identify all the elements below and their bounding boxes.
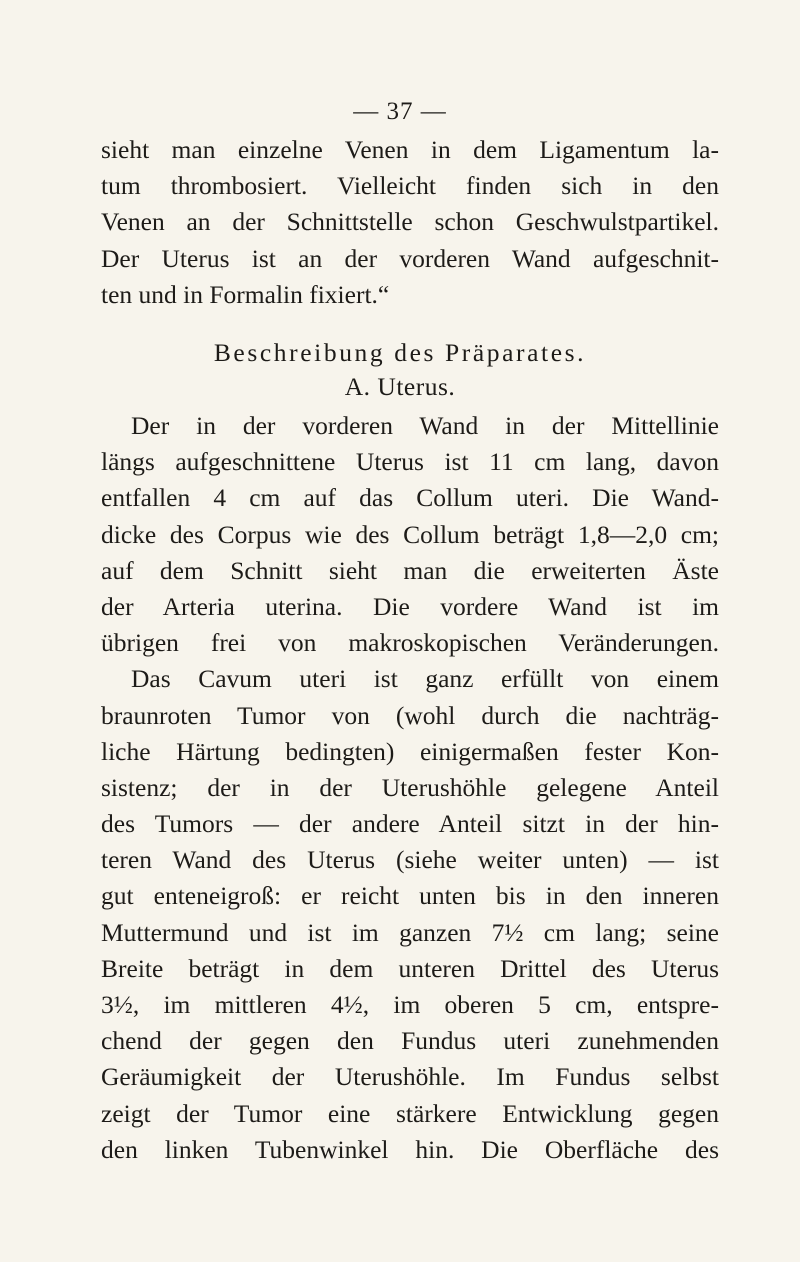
text-line: Der Uterus ist an der vorderen Wand aufgeschnit- (101, 243, 719, 273)
text-line: braunroten Tumor von (wohl durch die nachträg- (101, 700, 719, 730)
text-line: den linken Tubenwinkel hin. Die Oberfläche des (101, 1134, 719, 1164)
text-line: chend der gegen den Fundus uteri zunehmenden (101, 1026, 719, 1056)
paragraph-2 (101, 408, 719, 1168)
text-line: teren Wand des Uterus (siehe weiter unten) — ist (101, 845, 719, 875)
text-line: ten und in Formalin fixiert.“ (101, 279, 390, 309)
text-line: des Tumors — der andere Anteil sitzt in der hin- (101, 809, 719, 839)
text-line: sieht man einzelne Venen in dem Ligamentum la- (101, 135, 719, 164)
text-line: sistenz; der in der Uterushöhle gelegene Anteil (101, 772, 719, 802)
text-line: tum thrombosiert. Vielleicht finden sich in den (101, 171, 719, 201)
text-line: liche Härtung bedingten) einigermaßen fester Kon- (101, 736, 719, 766)
text-line: Venen an der Schnittstelle schon Geschwulstpartikel. (101, 207, 719, 237)
text-line: gut enteneigroß: er reicht unten bis in den inneren (101, 881, 719, 911)
section-heading: Beschreibung des Präparates. (213, 338, 587, 367)
text-line: auf dem Schnitt sieht man die erweiterten Äste (101, 555, 719, 585)
text-line: entfallen 4 cm auf das Collum uteri. Die Wand- (101, 483, 719, 513)
paragraph-1 (101, 132, 719, 313)
text-line: Geräumigkeit der Uterushöhle. Im Fundus selbst (101, 1062, 719, 1092)
text-line: Muttermund und ist im ganzen 7½ cm lang; seine (101, 917, 719, 947)
text-line: Der in der vorderen Wand in der Mittellinie (131, 411, 719, 440)
page-number: — 37 — (353, 98, 447, 125)
section-subheading: A. Uterus. (344, 372, 456, 401)
text-line: dicke des Corpus wie des Collum beträgt 1,8—2,0 cm; (101, 519, 719, 549)
text-line: 3½, im mittleren 4½, im oberen 5 cm, entspre- (101, 990, 719, 1019)
text-line: übrigen frei von makroskopischen Veränderungen. (101, 628, 719, 658)
text-line: zeigt der Tumor eine stärkere Entwicklung gegen (101, 1098, 719, 1128)
text-line: Breite beträgt in dem unteren Drittel des Uterus (101, 953, 719, 983)
text-line: der Arteria uterina. Die vordere Wand ist im (101, 591, 719, 621)
text-line: längs aufgeschnittene Uterus ist 11 cm lang, davon (101, 447, 719, 477)
text-line: Das Cavum uteri ist ganz erfüllt von einem (131, 664, 719, 694)
